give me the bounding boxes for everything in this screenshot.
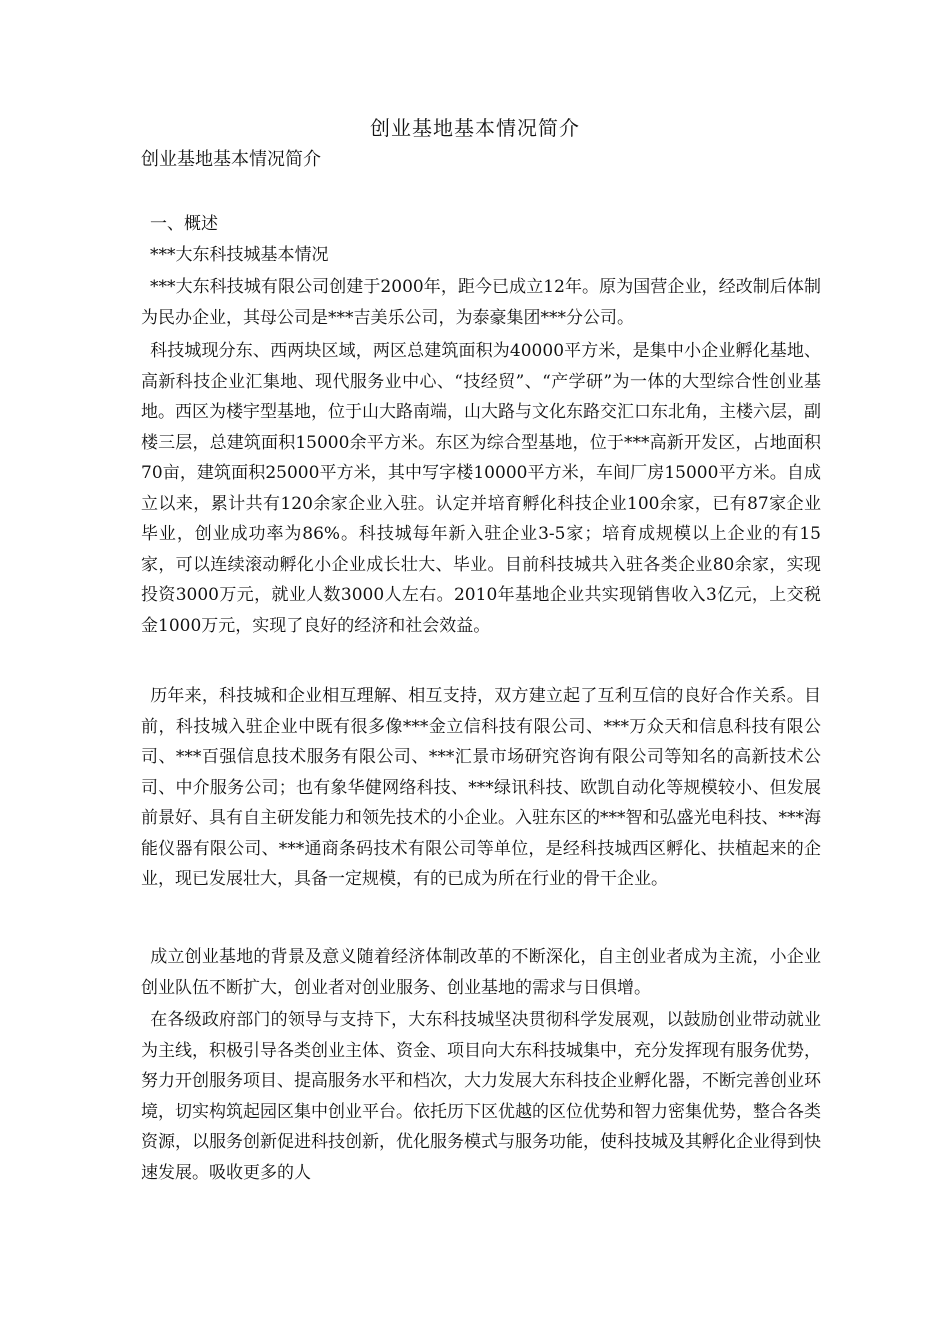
paragraph-3 — [141, 681, 821, 895]
paragraph-5 — [141, 1005, 821, 1188]
paragraph-3-text: 历年来，科技城和企业相互理解、相互支持，双方建立起了互利互信的良好合作关系。目前，科技城入驻企业中既有很多像***金立信科技有限公司、***万众天和信息科技有限公司、***百强信息技术服务有限公司、***汇景市场研究咨询有限公司等知名的高新技术公司、中介服务公司；也有象华健网络科技、***绿讯科技、欧凯自动化等规模较小、但发展前景好、具有自主研发能力和领先技术的小企业。入驻东区的***智和弘盛光电科技、***海能仪器有限公司、***通商条码技术有限公司等单位，是经科技城西区孵化、扶植起来的企业，现已发展壮大，具备一定规模，有的已成为所在行业的骨干企业。 — [141, 686, 821, 889]
paragraph-4-text: 成立创业基地的背景及意义随着经济体制改革的不断深化，自主创业者成为主流，小企业创业队伍不断扩大，创业者对创业服务、创业基地的需求与日俱增。 — [141, 947, 821, 998]
section-heading — [141, 211, 218, 237]
paragraph-2 — [141, 336, 821, 641]
subsection-heading-text: ***大东科技城基本情况 — [150, 245, 329, 265]
paragraph-1 — [141, 272, 821, 333]
subsection-heading — [141, 242, 329, 268]
section-heading-text: 一、概述 — [150, 214, 218, 234]
document-subtitle: 创业基地基本情况简介 — [141, 149, 321, 170]
paragraph-5-text: 在各级政府部门的领导与支持下，大东科技城坚决贯彻科学发展观，以鼓励创业带动就业为主线，积极引导各类创业主体、资金、项目向大东科技城集中，充分发挥现有服务优势，努力开创服务项目、提高服务水平和档次，大力发展大东科技企业孵化器，不断完善创业环境，切实构筑起园区集中创业平台。依托历下区优越的区位优势和智力密集优势，整合各类资源，以服务创新促进科技创新，优化服务模式与服务功能，使科技城及其孵化企业得到快速发展。吸收更多的人 — [141, 1010, 821, 1183]
paragraph-2-text: 科技城现分东、西两块区域，两区总建筑面积为40000平方米，是集中小企业孵化基地、高新科技企业汇集地、现代服务业中心、“技经贸”、“产学研”为一体的大型综合性创业基地。西区为楼宇型基地，位于山大路南端，山大路与文化东路交汇口东北角，主楼六层，副楼三层，总建筑面积15000余平方米。东区为综合型基地，位于***高新开发区，占地面积70亩，建筑面积25000平方米，其中写字楼10000平方米，车间厂房15000平方米。自成立以来，累计共有120余家企业入驻。认定并培育孵化科技企业100余家，已有87家企业毕业，创业成功率为86%。科技城每年新入驻企业3-5家；培育成规模以上企业的有15家，可以连续滚动孵化小企业成长壮大、毕业。目前科技城共入驻各类企业80余家，实现投资3000万元，就业人数3000人左右。2010年基地企业共实现销售收入3亿元，上交税金1000万元，实现了良好的经济和社会效益。 — [141, 341, 821, 636]
paragraph-4 — [141, 942, 821, 1003]
paragraph-1-text: ***大东科技城有限公司创建于2000年，距今已成立12年。原为国营企业，经改制后体制为民办企业，其母公司是***吉美乐公司，为泰豪集团***分公司。 — [141, 277, 821, 328]
document-title: 创业基地基本情况简介 — [370, 116, 580, 140]
